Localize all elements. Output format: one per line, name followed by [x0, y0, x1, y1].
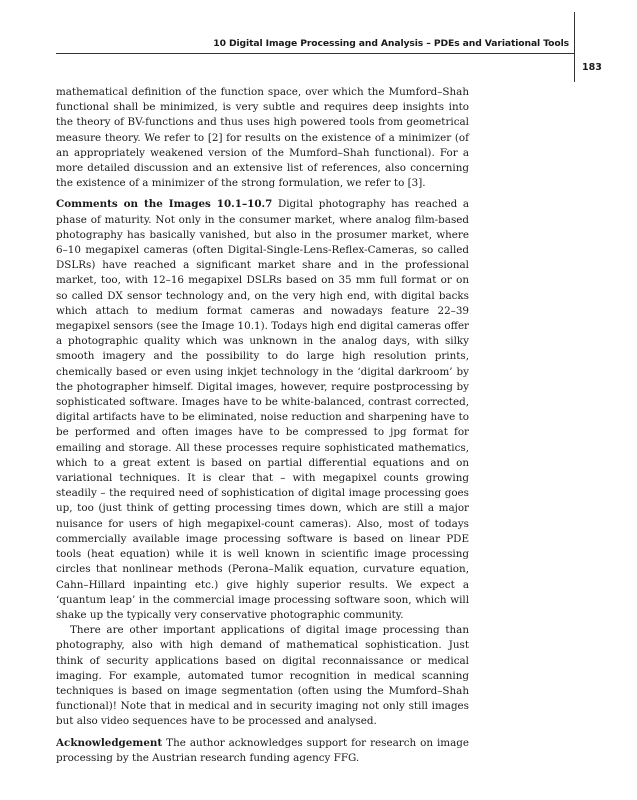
paragraph-mumford-shah: mathematical definition of the function space, over which the Mumford–Shah functional shall be minimized, is very subtle and requires deep insights into the theory of BV-functions and thus uses high powered tools from geometrical measure theory. We refer to [2] for results on the existence of a minimizer (of an appropriately weakened version of the Mumford–Shah functional). For a more detailed discussion and an extensive list of references, also concerning the existence of a minimizer of the strong formulation, we refer to [3]. — [56, 86, 469, 190]
comments-text: Digital photography has reached a phase of maturity. Not only in the consumer market, where analog film-based photography has basically vanished, but also in the prosumer market, where 6–10 megapixel cameras (often Digital-Single-Lens-Reflex-Cameras, so called DSLRs) have reached a significant market share and in the professional market, too, with 12–16 megapixel DSLRs based on 35 mm full format or on so called DX sensor technology and, on the very high end, with digital backs which attach to medium format cameras and nowadays feature 22–39 megapixel sensors (see the Image 10.1). Todays high end digital cameras offer a photographic quality which was unknown in the analog days, with silky smooth imagery and the possibility to do large high resolution prints, chemically based or even using inkjet technology in the ‘digital darkroom’ by the photographer himself. Digital images, however, require postprocessing by sophisticated software. Images have to be white-balanced, contrast corrected, digital artifacts have to be eliminated, noise reduction and sharpening have to be performed and often images have to be compressed to jpg format for emailing and storage. All these processes require sophisticated mathematics, which to a great extent is based on partial differential equations and on variational techniques. It is clear that – with megapixel counts growing steadily – the required need of sophistication of digital image processing goes up, too (just think of getting processing times down, which are still a major nuisance for users of high megapixel-count cameras). Also, most of todays commercially available image processing software is based on linear PDE tools (heat equation) while it is well known in scientific image processing circles that nonlinear methods (Perona–Malik equation, curvature equation, Cahn–Hillard inpainting etc.) give highly superior results. We expect a ‘quantum leap’ in the commercial image processing software soon, which will shake up the typically very conservative photographic community. — [56, 198, 470, 621]
acknowledgement-heading: Acknowledgement — [56, 736, 163, 749]
header-rule — [56, 53, 574, 54]
acknowledgement-text: The author acknowledges support for research on image processing by the Austrian research funding agency FFG. — [56, 736, 469, 764]
comments-heading: Comments on the Images 10.1–10.7 — [56, 198, 273, 211]
paragraph-comments — [56, 197, 469, 623]
paragraph-applications: There are other important applications of digital image processing than photography, also with high demand of mathematical sophistication. Just think of security applications based on digital reconnaissance or medical imaging. For example, automated tumor recognition in medical scanning techniques is based on image segmentation (often using the Mumford–Shah functional)! Note that in medical and in security imaging not only still images but also video sequences have to be processed and analysed. — [56, 624, 469, 728]
running-head: 10 Digital Image Processing and Analysis – PDEs and Variational Tools — [213, 38, 569, 49]
header-vertical-rule — [574, 12, 575, 82]
page-number: 183 — [582, 62, 602, 73]
paragraph-acknowledgement — [56, 736, 469, 766]
body-text — [56, 85, 469, 766]
